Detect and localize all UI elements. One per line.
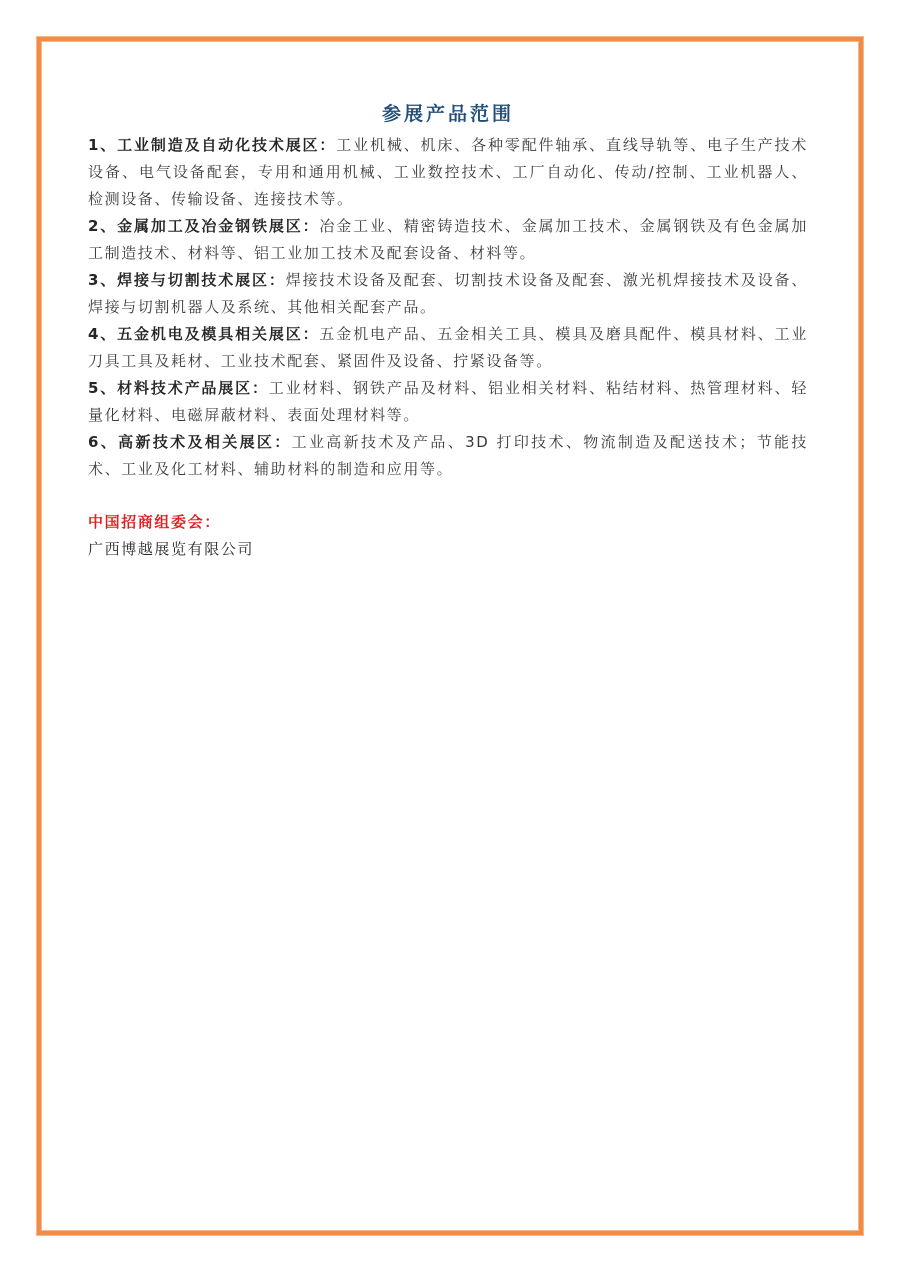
section-3-body: 焊接技术设备及配套、切割技术设备及配套、激光机焊接技术及设备、焊接与切割机器人及系统、其他相关配套产品。 (88, 271, 809, 316)
section-6 (88, 429, 808, 483)
section-1-heading: 1、工业制造及自动化技术展区： (88, 136, 337, 154)
section-5-heading: 5、材料技术产品展区： (88, 379, 269, 397)
section-5-body: 工业材料、钢铁产品及材料、铝业相关材料、粘结材料、热管理材料、轻量化材料、电磁屏蔽材料、表面处理材料等。 (88, 379, 808, 424)
section-3 (88, 267, 808, 321)
section-1 (88, 132, 808, 213)
section-5 (88, 375, 808, 429)
section-1-body: 工业机械、机床、各种零配件轴承、直线导轨等、电子生产技术设备、电气设备配套，专用和通用机械、工业数控技术、工厂自动化、传动/控制、工业机器人、检测设备、传输设备、连接技术等。 (88, 136, 808, 208)
section-4 (88, 321, 808, 375)
section-3-heading: 3、焊接与切割技术展区： (88, 271, 286, 289)
organizer-name: 广西博越展览有限公司 (88, 540, 255, 558)
document-title: 参展产品范围 (381, 103, 514, 125)
section-6-body: 工业高新技术及产品、3D 打印技术、物流制造及配送技术；节能技术、工业及化工材料、辅助材料的制造和应用等。 (88, 433, 808, 478)
section-2-heading: 2、金属加工及冶金钢铁展区： (88, 217, 320, 235)
organizer-label: 中国招商组委会： (88, 513, 221, 531)
document-content (88, 100, 808, 563)
section-6-heading: 6、高新技术及相关展区： (88, 433, 292, 451)
organizer-block (88, 509, 808, 563)
section-4-body: 五金机电产品、五金相关工具、模具及磨具配件、模具材料、工业刀具工具及耗材、工业技术配套、紧固件及设备、拧紧设备等。 (88, 325, 808, 370)
section-2-body: 冶金工业、精密铸造技术、金属加工技术、金属钢铁及有色金属加工制造技术、材料等、铝工业加工技术及配套设备、材料等。 (88, 217, 808, 262)
section-4-heading: 4、五金机电及模具相关展区： (88, 325, 320, 343)
section-2 (88, 213, 808, 267)
